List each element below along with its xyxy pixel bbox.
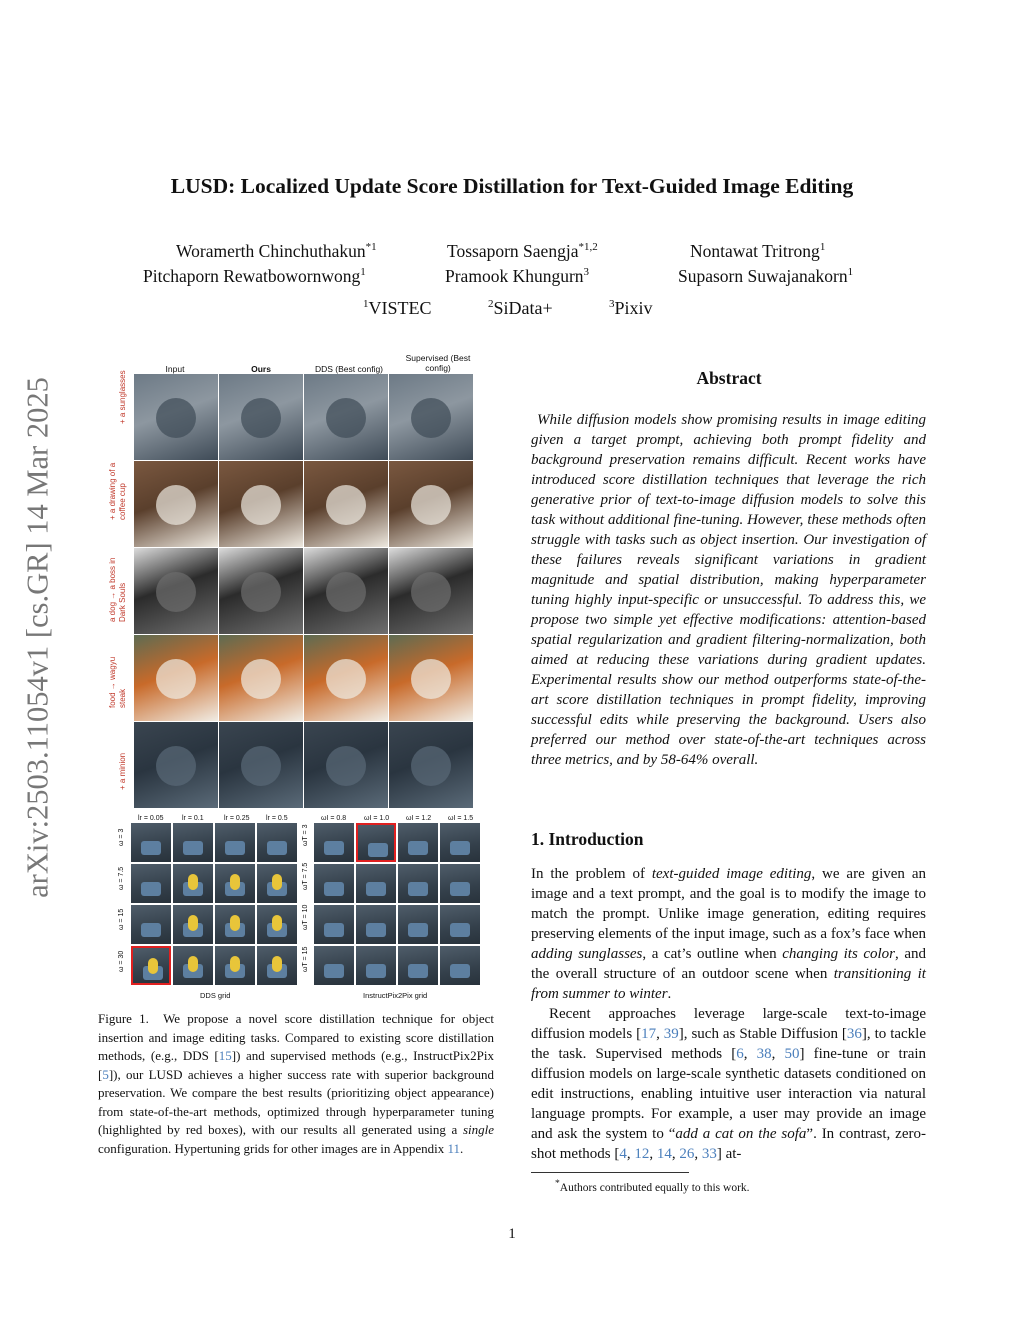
dds-grid-cell bbox=[257, 905, 297, 944]
dds-grid-cell bbox=[173, 946, 213, 985]
figure-image-sunglasses-dds bbox=[304, 374, 388, 460]
ip2p-row-label: ωT = 7.5 bbox=[302, 862, 309, 890]
figure-image-sunglasses-ours bbox=[219, 374, 303, 460]
figure-image-dark-souls-input bbox=[134, 548, 218, 634]
ip2p-grid-cell bbox=[398, 946, 438, 985]
figure-image-coffee-cup-supervised bbox=[389, 461, 473, 547]
dds-grid-cell bbox=[257, 823, 297, 862]
author-1: Woramerth Chinchuthakun$^{*1}$ bbox=[176, 241, 377, 261]
figure-caption: Figure 1. We propose a novel score distillation technique for object insertion and image editing tasks. Compared to existing score distillation methods, (e.g., DDS [15]) and supervised methods (e.g., InstructPix2Pix [5]), our LUSD achieves a higher success rate with superior background preservation. We compare the best results (prioritizing object appearance) from state-of-the-art methods, optimized through hyperparameter tuning (highlighted by red boxes), with our results all generated using a single configuration. Hypertuning grids for other images are in Appendix 11. bbox=[98, 1011, 494, 1156]
citation-link[interactable]: 5 bbox=[102, 1066, 109, 1082]
author-3: Nontawat Tritrong$^1$ bbox=[690, 241, 826, 261]
dds-grid-cell bbox=[257, 946, 297, 985]
dds-grid-cell bbox=[131, 823, 171, 862]
col-header-ours: Ours bbox=[251, 364, 271, 374]
ip2p-grid-cell bbox=[356, 946, 396, 985]
ip2p-grid-cell bbox=[398, 823, 438, 862]
figure-image-sunglasses-input bbox=[134, 374, 218, 460]
ip2p-col-label: ωI = 1.0 bbox=[364, 815, 390, 822]
row-label-wagyu: food → wagyu steak bbox=[108, 656, 127, 708]
ip2p-grid-title: InstructPix2Pix grid bbox=[363, 991, 428, 1000]
dds-col-label: lr = 0.5 bbox=[266, 815, 288, 822]
author-6: Supasorn Suwajanakorn$^1$ bbox=[678, 266, 854, 286]
footnote-rule bbox=[531, 1172, 689, 1173]
affiliation-3: $^3$Pixiv bbox=[609, 298, 653, 318]
citation-link[interactable]: 50 bbox=[784, 1046, 800, 1062]
dds-grid-cell bbox=[131, 946, 171, 985]
dds-col-label: lr = 0.05 bbox=[138, 815, 164, 822]
ip2p-col-label: ωI = 1.2 bbox=[406, 815, 432, 822]
ip2p-grid-cell bbox=[440, 905, 480, 944]
ip2p-grid-cell bbox=[314, 864, 354, 903]
figure-image-wagyu-steak-dds bbox=[304, 635, 388, 721]
section-heading-introduction: 1. Introduction bbox=[531, 829, 644, 849]
ip2p-grid-cell bbox=[314, 823, 354, 862]
figure-image-wagyu-steak-ours bbox=[219, 635, 303, 721]
dds-grid-cell bbox=[215, 905, 255, 944]
intro-paragraph-1: In the problem of text-guided image editing, we are given an image and a text prompt, and the goal is to modify the image to match the prompt. Unlike image generation, editing requires preserving elements of the input image, such as a fox’s face when adding sunglasses, a cat’s outline when changing its color, and the overall structure of an outdoor scene when transitioning it from summer to winter. bbox=[531, 866, 926, 1002]
citation-link[interactable]: 39 bbox=[663, 1026, 679, 1042]
affiliation-1: $^1$VISTEC bbox=[363, 298, 432, 318]
author-2: Tossaporn Saengja$^{*1,2}$ bbox=[447, 241, 598, 261]
col-header-input: Input bbox=[165, 364, 185, 374]
abstract-heading: Abstract bbox=[696, 368, 762, 388]
figure-image-minion-dds bbox=[304, 722, 388, 808]
ip2p-grid-cell bbox=[356, 823, 396, 862]
author-4: Pitchaporn Rewatbowornwong$^1$ bbox=[143, 266, 366, 286]
dds-grid-cell bbox=[215, 946, 255, 985]
dds-row-label: ω = 15 bbox=[118, 908, 125, 930]
citation-link[interactable]: 14 bbox=[656, 1146, 672, 1162]
figure-image-coffee-cup-ours bbox=[219, 461, 303, 547]
figure-image-dark-souls-ours bbox=[219, 548, 303, 634]
ip2p-row-label: ωT = 15 bbox=[302, 946, 309, 972]
footnote: *Authors contributed equally to this work. bbox=[555, 1178, 750, 1194]
ip2p-grid-cell bbox=[314, 946, 354, 985]
citation-link[interactable]: 12 bbox=[634, 1146, 650, 1162]
ip2p-grid-cell bbox=[314, 905, 354, 944]
dds-grid-cell bbox=[215, 864, 255, 903]
citation-link[interactable]: 36 bbox=[846, 1026, 862, 1042]
figure-image-dark-souls-supervised bbox=[389, 548, 473, 634]
ip2p-grid-cell bbox=[440, 864, 480, 903]
citation-link[interactable]: 38 bbox=[756, 1046, 772, 1062]
introduction-body bbox=[531, 864, 926, 1164]
citation-link[interactable]: 33 bbox=[701, 1146, 717, 1162]
figure-image-minion-supervised bbox=[389, 722, 473, 808]
ip2p-grid-cell bbox=[356, 864, 396, 903]
ip2p-col-label: ωI = 0.8 bbox=[321, 815, 347, 822]
figure-1 bbox=[96, 350, 496, 1010]
dds-grid-cell bbox=[173, 905, 213, 944]
ip2p-grid-cell bbox=[440, 946, 480, 985]
ip2p-grid-cell bbox=[398, 905, 438, 944]
ip2p-grid-cell bbox=[398, 864, 438, 903]
ip2p-row-label: ωT = 10 bbox=[302, 904, 309, 930]
ip2p-grid-cell bbox=[440, 823, 480, 862]
citation-link[interactable]: 6 bbox=[736, 1046, 744, 1062]
appendix-link[interactable]: 11 bbox=[447, 1140, 461, 1156]
figure-image-dark-souls-dds bbox=[304, 548, 388, 634]
intro-paragraph-2: Recent approaches leverage large-scale text-to-image diffusion models [17, 39], such as Stable Diffusion [36], to tackle the task. Supervised methods [6, 38, 50] fine-tune or train diffusion models on large-scale synthetic datasets conditioned on edit instructions, enabling intuitive user interaction via natural language prompts. For example, a user may provide an image and ask the system to “add a cat on the sofa”. In contrast, zero-shot methods [4, 12, 14, 26, 33] at- bbox=[531, 1006, 927, 1162]
citation-link[interactable]: 17 bbox=[641, 1026, 657, 1042]
affiliation-2: $^2$SiData+ bbox=[488, 298, 553, 318]
row-label-sunglasses: + a sunglasses bbox=[118, 370, 127, 424]
ip2p-grid-cell bbox=[356, 905, 396, 944]
dds-grid-cell bbox=[257, 864, 297, 903]
page-number: 1 bbox=[508, 1226, 516, 1242]
ip2p-col-label: ωI = 1.5 bbox=[448, 815, 474, 822]
figure-image-wagyu-steak-supervised bbox=[389, 635, 473, 721]
dds-grid-title: DDS grid bbox=[200, 991, 231, 1000]
row-label-coffee: + a drawing of a coffee cup bbox=[108, 462, 127, 520]
dds-row-label: ω = 3 bbox=[118, 828, 125, 846]
figure-image-minion-input bbox=[134, 722, 218, 808]
dds-grid-cell bbox=[131, 864, 171, 903]
dds-col-label: lr = 0.25 bbox=[224, 815, 250, 822]
dds-row-label: ω = 7.5 bbox=[118, 866, 125, 890]
dds-grid-cell bbox=[173, 823, 213, 862]
paper-title: LUSD: Localized Update Score Distillation for Text-Guided Image Editing bbox=[170, 174, 854, 198]
dds-grid-cell bbox=[131, 905, 171, 944]
dds-grid-cell bbox=[173, 864, 213, 903]
citation-link[interactable]: 4 bbox=[619, 1146, 627, 1162]
row-label-minion: + a minion bbox=[118, 752, 127, 790]
ip2p-row-label: ωT = 3 bbox=[302, 824, 309, 846]
abstract-body: While diffusion models show promising results in image editing given a target prompt, achieving both prompt fidelity and background preservation remains difficult. Recent works have introduced score distillation techniques that leverage the rich generative prior of text-to-image diffusion models to solve this task without additional fine-tuning. However, these methods often struggle with tasks such as object insertion. Our investigation of these failures reveals significant variations in gradient magnitude and spatial distribution, making hyperparameter tuning highly input-specific or unsuccessful. To address this, we propose two simple yet effective modifications: attention-based spatial regularization and gradient filtering-normalization, both aimed at reducing these variations during gradient updates. Experimental results show our method outperforms state-of-the-art score distillation techniques in prompt fidelity, improving successful edits while preserving the background. Users also preferred our method over state-of-the-art techniques across three metrics, and by 58-64% overall. bbox=[531, 412, 926, 768]
figure-image-sunglasses-supervised bbox=[389, 374, 473, 460]
author-5: Pramook Khungurn$^3$ bbox=[445, 266, 590, 286]
row-label-dark-souls: a dog → a boss in Dark Souls bbox=[108, 557, 127, 622]
citation-link[interactable]: 26 bbox=[679, 1146, 695, 1162]
dds-col-label: lr = 0.1 bbox=[182, 815, 204, 822]
col-header-supervised: Supervised (Best config) bbox=[405, 353, 471, 373]
figure-image-coffee-cup-input bbox=[134, 461, 218, 547]
dds-row-label: ω = 30 bbox=[118, 950, 125, 972]
arxiv-sidebar-stamp: arXiv:2503.11054v1 [cs.GR] 14 Mar 2025 bbox=[20, 377, 55, 898]
figure-image-coffee-cup-dds bbox=[304, 461, 388, 547]
citation-link[interactable]: 15 bbox=[218, 1048, 232, 1063]
col-header-dds: DDS (Best config) bbox=[314, 364, 384, 374]
figure-image-minion-ours bbox=[219, 722, 303, 808]
dds-grid-cell bbox=[215, 823, 255, 862]
figure-image-wagyu-steak-input bbox=[134, 635, 218, 721]
